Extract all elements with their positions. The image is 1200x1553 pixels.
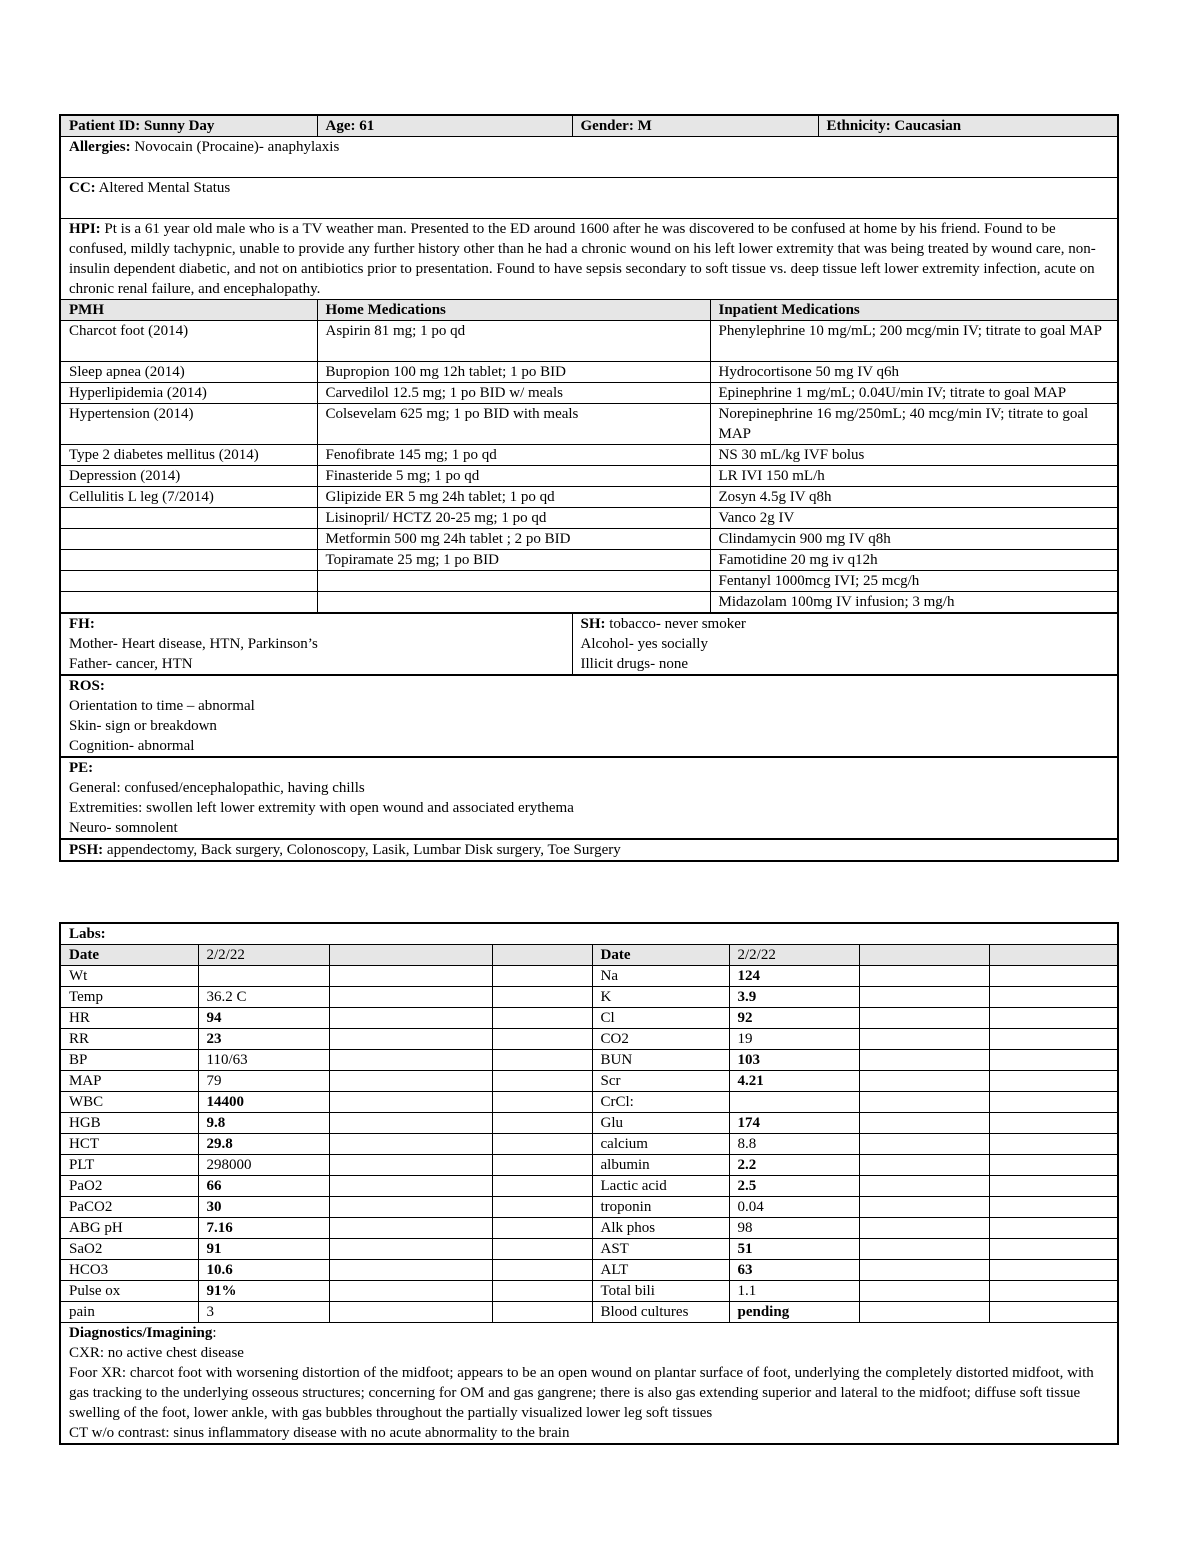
inpatient-med-cell: Midazolam 100mg IV infusion; 3 mg/h	[710, 592, 1118, 614]
lab-empty	[492, 1302, 592, 1323]
lab-value: pending	[729, 1302, 859, 1323]
lab-rows	[60, 966, 1118, 1323]
lab-empty	[329, 1218, 492, 1239]
lab-empty	[329, 1113, 492, 1134]
lab-value: 29.8	[198, 1134, 329, 1155]
pmh-cell: Sleep apnea (2014)	[60, 362, 317, 383]
lab-value: 8.8	[729, 1134, 859, 1155]
pe-label: PE:	[69, 760, 94, 776]
lab-empty	[859, 1260, 989, 1281]
lab-empty	[492, 1176, 592, 1197]
lab-name: CO2	[592, 1029, 729, 1050]
med-row	[60, 466, 1118, 487]
pmh-cell	[60, 592, 317, 614]
lab-value: 1.1	[729, 1281, 859, 1302]
diagnostics-line: Foor XR: charcot foot with worsening distortion of the midfoot; appears to be an open wound on plantar surface of foot, underlying the completely distorted midfoot, with gas tracking to the underlying osseous structures; concerning for OM and gas gangrene; there is also gas extending superior and lateral to the midfoot; diffuse soft tissue swelling of the foot, lower ankle, with gas bubbles throughout the partially visualized lower leg soft tissues	[69, 1365, 1094, 1421]
patient-info-table	[59, 114, 1119, 862]
lab-empty	[989, 1155, 1118, 1176]
inpatient-med-cell: Norepinephrine 16 mg/250mL; 40 mcg/min IV; titrate to goal MAP	[710, 404, 1118, 445]
lab-value: 0.04	[729, 1197, 859, 1218]
lab-empty	[989, 1218, 1118, 1239]
pmh-cell: Hypertension (2014)	[60, 404, 317, 445]
ros-line: Orientation to time – abnormal	[69, 698, 255, 714]
cc-text: Altered Mental Status	[95, 180, 231, 196]
lab-value: 10.6	[198, 1260, 329, 1281]
lab-empty	[492, 1008, 592, 1029]
lab-name: Pulse ox	[60, 1281, 198, 1302]
lab-empty	[989, 1302, 1118, 1323]
lab-value: 92	[729, 1008, 859, 1029]
sh-line: Illicit drugs- none	[580, 656, 688, 672]
lab-name: Alk phos	[592, 1218, 729, 1239]
home-med-cell: Metformin 500 mg 24h tablet ; 2 po BID	[317, 529, 710, 550]
lab-empty	[859, 1113, 989, 1134]
pe-line: Neuro- somnolent	[69, 820, 178, 836]
inpatient-med-cell: Fentanyl 1000mcg IVI; 25 mcg/h	[710, 571, 1118, 592]
inpatient-med-cell: Zosyn 4.5g IV q8h	[710, 487, 1118, 508]
diagnostics-line: CXR: no active chest disease	[69, 1345, 244, 1361]
sh-line: Alcohol- yes socially	[580, 636, 708, 652]
lab-name: Na	[592, 966, 729, 987]
lab-name: HR	[60, 1008, 198, 1029]
lab-empty	[859, 1281, 989, 1302]
lab-empty	[989, 1176, 1118, 1197]
lab-empty	[989, 1029, 1118, 1050]
lab-value: 174	[729, 1113, 859, 1134]
lab-value	[729, 1092, 859, 1113]
med-header-row	[60, 300, 1118, 321]
lab-name: SaO2	[60, 1239, 198, 1260]
patient-header-row	[60, 115, 1118, 137]
lab-row	[60, 1260, 1118, 1281]
lab-name: PaO2	[60, 1176, 198, 1197]
med-row	[60, 508, 1118, 529]
lab-name: troponin	[592, 1197, 729, 1218]
lab-empty	[859, 987, 989, 1008]
fh-line: Father- cancer, HTN	[69, 656, 193, 672]
diagnostics-label: Diagnostics/Imagining	[69, 1325, 213, 1341]
lab-empty	[859, 1134, 989, 1155]
lab-empty	[989, 1197, 1118, 1218]
pmh-cell: Hyperlipidemia (2014)	[60, 383, 317, 404]
home-med-cell: Finasteride 5 mg; 1 po qd	[317, 466, 710, 487]
lab-row	[60, 1113, 1118, 1134]
lab-name: Blood cultures	[592, 1302, 729, 1323]
pmh-cell	[60, 529, 317, 550]
lab-row	[60, 1239, 1118, 1260]
lab-empty	[989, 1092, 1118, 1113]
inpatient-med-cell: Clindamycin 900 mg IV q8h	[710, 529, 1118, 550]
lab-empty	[492, 1239, 592, 1260]
lab-value: 63	[729, 1260, 859, 1281]
diagnostics-line: CT w/o contrast: sinus inflammatory disease with no acute abnormality to the brain	[69, 1425, 570, 1441]
pmh-header: PMH	[60, 300, 317, 321]
lab-name: Lactic acid	[592, 1176, 729, 1197]
med-row	[60, 362, 1118, 383]
lab-value: 298000	[198, 1155, 329, 1176]
lab-empty	[329, 1176, 492, 1197]
lab-name: albumin	[592, 1155, 729, 1176]
lab-name: Scr	[592, 1071, 729, 1092]
lab-name: Glu	[592, 1113, 729, 1134]
lab-value: 66	[198, 1176, 329, 1197]
pmh-cell: Charcot foot (2014)	[60, 321, 317, 362]
lab-empty	[492, 1092, 592, 1113]
lab-name: ALT	[592, 1260, 729, 1281]
lab-name: ABG pH	[60, 1218, 198, 1239]
ros-row	[60, 675, 1118, 757]
lab-empty	[329, 1008, 492, 1029]
lab-empty	[329, 1281, 492, 1302]
lab-empty	[989, 966, 1118, 987]
lab-row	[60, 1176, 1118, 1197]
lab-empty	[492, 987, 592, 1008]
labs-label: Labs:	[60, 923, 1118, 945]
pmh-cell: Depression (2014)	[60, 466, 317, 487]
lab-empty	[329, 1134, 492, 1155]
med-row	[60, 529, 1118, 550]
med-row	[60, 571, 1118, 592]
fh-line: Mother- Heart disease, HTN, Parkinson’s	[69, 636, 318, 652]
ros-line: Cognition- abnormal	[69, 738, 195, 754]
lab-name: BP	[60, 1050, 198, 1071]
date-value-right: 2/2/22	[729, 945, 859, 966]
home-med-cell: Colsevelam 625 mg; 1 po BID with meals	[317, 404, 710, 445]
home-med-cell: Carvedilol 12.5 mg; 1 po BID w/ meals	[317, 383, 710, 404]
lab-name: PaCO2	[60, 1197, 198, 1218]
lab-name: Wt	[60, 966, 198, 987]
lab-value: 79	[198, 1071, 329, 1092]
lab-empty	[492, 1134, 592, 1155]
allergies-row	[60, 137, 1118, 178]
lab-row	[60, 966, 1118, 987]
lab-value: 23	[198, 1029, 329, 1050]
social-history	[572, 613, 1118, 675]
med-row	[60, 592, 1118, 614]
lab-empty	[859, 1176, 989, 1197]
lab-empty	[492, 966, 592, 987]
lab-empty	[859, 1029, 989, 1050]
med-rows	[60, 321, 1118, 614]
lab-row	[60, 1302, 1118, 1323]
lab-empty	[859, 1071, 989, 1092]
cc-row	[60, 178, 1118, 219]
lab-empty	[859, 1218, 989, 1239]
patient-gender: Gender: M	[572, 115, 818, 137]
lab-empty	[492, 1113, 592, 1134]
med-row	[60, 404, 1118, 445]
lab-empty	[329, 1029, 492, 1050]
lab-name: HCT	[60, 1134, 198, 1155]
lab-empty	[989, 1113, 1118, 1134]
sh-label: SH:	[580, 616, 606, 632]
ros-line: Skin- sign or breakdown	[69, 718, 217, 734]
lab-empty	[492, 1155, 592, 1176]
hpi-label: HPI:	[69, 221, 101, 237]
lab-empty	[859, 1197, 989, 1218]
lab-empty	[859, 1302, 989, 1323]
lab-empty	[989, 1281, 1118, 1302]
home-med-cell: Bupropion 100 mg 12h tablet; 1 po BID	[317, 362, 710, 383]
inpatient-med-cell: LR IVI 150 mL/h	[710, 466, 1118, 487]
lab-empty	[492, 1281, 592, 1302]
allergies-label: Allergies:	[69, 139, 131, 155]
diagnostics-row	[60, 1323, 1118, 1445]
labs-table	[59, 922, 1119, 1445]
lab-empty	[492, 1050, 592, 1071]
lab-empty	[859, 1050, 989, 1071]
inpatient-med-cell: NS 30 mL/kg IVF bolus	[710, 445, 1118, 466]
lab-value	[198, 966, 329, 987]
inpatient-med-cell: Epinephrine 1 mg/mL; 0.04U/min IV; titrate to goal MAP	[710, 383, 1118, 404]
lab-empty	[989, 1071, 1118, 1092]
home-med-cell: Fenofibrate 145 mg; 1 po qd	[317, 445, 710, 466]
psh-label: PSH:	[69, 842, 104, 858]
inpatient-med-cell: Vanco 2g IV	[710, 508, 1118, 529]
lab-name: HGB	[60, 1113, 198, 1134]
home-med-cell	[317, 592, 710, 614]
fh-label: FH:	[69, 616, 95, 632]
lab-value: 110/63	[198, 1050, 329, 1071]
lab-name: pain	[60, 1302, 198, 1323]
lab-row	[60, 1071, 1118, 1092]
pmh-cell	[60, 571, 317, 592]
lab-row	[60, 1197, 1118, 1218]
lab-value: 3	[198, 1302, 329, 1323]
lab-name: K	[592, 987, 729, 1008]
lab-name: BUN	[592, 1050, 729, 1071]
med-row	[60, 321, 1118, 362]
lab-value: 98	[729, 1218, 859, 1239]
lab-empty	[329, 1050, 492, 1071]
lab-value: 91	[198, 1239, 329, 1260]
lab-name: calcium	[592, 1134, 729, 1155]
lab-value: 4.21	[729, 1071, 859, 1092]
pmh-cell	[60, 508, 317, 529]
allergies-text: Novocain (Procaine)- anaphylaxis	[130, 139, 340, 155]
lab-row	[60, 1092, 1118, 1113]
lab-row	[60, 1218, 1118, 1239]
lab-empty	[329, 966, 492, 987]
med-row	[60, 487, 1118, 508]
cc-label: CC:	[69, 180, 96, 196]
lab-name: Cl	[592, 1008, 729, 1029]
date-label-right: Date	[592, 945, 729, 966]
lab-value: 51	[729, 1239, 859, 1260]
lab-value: 2.2	[729, 1155, 859, 1176]
lab-empty	[492, 1218, 592, 1239]
lab-empty	[329, 1302, 492, 1323]
lab-empty	[492, 1071, 592, 1092]
family-history	[60, 613, 572, 675]
lab-value: 94	[198, 1008, 329, 1029]
med-row	[60, 550, 1118, 571]
lab-value: 14400	[198, 1092, 329, 1113]
psh-row	[60, 839, 1118, 861]
lab-row	[60, 1281, 1118, 1302]
lab-empty	[329, 987, 492, 1008]
pmh-cell: Cellulitis L leg (7/2014)	[60, 487, 317, 508]
lab-empty	[989, 1008, 1118, 1029]
lab-empty	[329, 1239, 492, 1260]
lab-value: 9.8	[198, 1113, 329, 1134]
lab-name: Temp	[60, 987, 198, 1008]
lab-empty	[989, 987, 1118, 1008]
lab-value: 36.2 C	[198, 987, 329, 1008]
home-med-cell: Topiramate 25 mg; 1 po BID	[317, 550, 710, 571]
lab-value: 3.9	[729, 987, 859, 1008]
inpatient-meds-header: Inpatient Medications	[710, 300, 1118, 321]
lab-row	[60, 1050, 1118, 1071]
home-med-cell	[317, 571, 710, 592]
lab-row	[60, 1029, 1118, 1050]
lab-empty	[989, 1050, 1118, 1071]
pmh-cell	[60, 550, 317, 571]
lab-empty	[989, 1134, 1118, 1155]
lab-empty	[859, 966, 989, 987]
labs-date-row	[60, 945, 1118, 966]
inpatient-med-cell: Famotidine 20 mg iv q12h	[710, 550, 1118, 571]
lab-empty	[329, 1197, 492, 1218]
fh-sh-row	[60, 613, 1118, 675]
lab-value: 2.5	[729, 1176, 859, 1197]
pmh-cell: Type 2 diabetes mellitus (2014)	[60, 445, 317, 466]
lab-empty	[329, 1071, 492, 1092]
lab-name: PLT	[60, 1155, 198, 1176]
home-meds-header: Home Medications	[317, 300, 710, 321]
lab-name: Total bili	[592, 1281, 729, 1302]
lab-value: 30	[198, 1197, 329, 1218]
lab-empty	[329, 1092, 492, 1113]
lab-empty	[859, 1092, 989, 1113]
lab-name: MAP	[60, 1071, 198, 1092]
pe-line: General: confused/encephalopathic, having chills	[69, 780, 365, 796]
home-med-cell: Aspirin 81 mg; 1 po qd	[317, 321, 710, 362]
hpi-row	[60, 219, 1118, 300]
med-row	[60, 383, 1118, 404]
diagnostics-colon: :	[212, 1325, 217, 1341]
lab-empty	[492, 1029, 592, 1050]
lab-empty	[859, 1239, 989, 1260]
labs-title-row	[60, 923, 1118, 945]
lab-row	[60, 1134, 1118, 1155]
med-row	[60, 445, 1118, 466]
lab-name: HCO3	[60, 1260, 198, 1281]
patient-age: Age: 61	[317, 115, 572, 137]
lab-row	[60, 987, 1118, 1008]
pe-line: Extremities: swollen left lower extremity with open wound and associated erythema	[69, 800, 574, 816]
lab-row	[60, 1155, 1118, 1176]
lab-name: RR	[60, 1029, 198, 1050]
lab-empty	[989, 1260, 1118, 1281]
lab-name: AST	[592, 1239, 729, 1260]
lab-value: 19	[729, 1029, 859, 1050]
inpatient-med-cell: Phenylephrine 10 mg/mL; 200 mcg/min IV; titrate to goal MAP	[710, 321, 1118, 362]
lab-value: 103	[729, 1050, 859, 1071]
lab-value: 124	[729, 966, 859, 987]
ros-label: ROS:	[69, 678, 105, 694]
sh-first: tobacco- never smoker	[605, 616, 746, 632]
lab-empty	[492, 1260, 592, 1281]
lab-name: CrCl:	[592, 1092, 729, 1113]
pe-row	[60, 757, 1118, 839]
patient-ethnicity: Ethnicity: Caucasian	[818, 115, 1118, 137]
lab-empty	[859, 1155, 989, 1176]
inpatient-med-cell: Hydrocortisone 50 mg IV q6h	[710, 362, 1118, 383]
lab-name: WBC	[60, 1092, 198, 1113]
lab-empty	[329, 1260, 492, 1281]
date-value-left: 2/2/22	[198, 945, 329, 966]
psh-text: appendectomy, Back surgery, Colonoscopy, Lasik, Lumbar Disk surgery, Toe Surgery	[103, 842, 621, 858]
hpi-text: Pt is a 61 year old male who is a TV weather man. Presented to the ED around 1600 after he was discovered to be confused at home by his friend. Found to be confused, mildly tachypnic, unable to provide any further history other than he had a chronic wound on his left lower extremity that was being treated by wound care, non-insulin dependent diabetic, and not on antibiotics prior to presentation. Found to have sepsis secondary to soft tissue vs. deep tissue left lower extremity infection, acute on chronic renal failure, and encephalopathy.	[69, 221, 1096, 297]
lab-value: 7.16	[198, 1218, 329, 1239]
lab-empty	[492, 1197, 592, 1218]
home-med-cell: Lisinopril/ HCTZ 20-25 mg; 1 po qd	[317, 508, 710, 529]
lab-empty	[859, 1008, 989, 1029]
lab-row	[60, 1008, 1118, 1029]
lab-empty	[989, 1239, 1118, 1260]
patient-id: Patient ID: Sunny Day	[60, 115, 317, 137]
lab-empty	[329, 1155, 492, 1176]
home-med-cell: Glipizide ER 5 mg 24h tablet; 1 po qd	[317, 487, 710, 508]
lab-value: 91%	[198, 1281, 329, 1302]
date-label-left: Date	[60, 945, 198, 966]
